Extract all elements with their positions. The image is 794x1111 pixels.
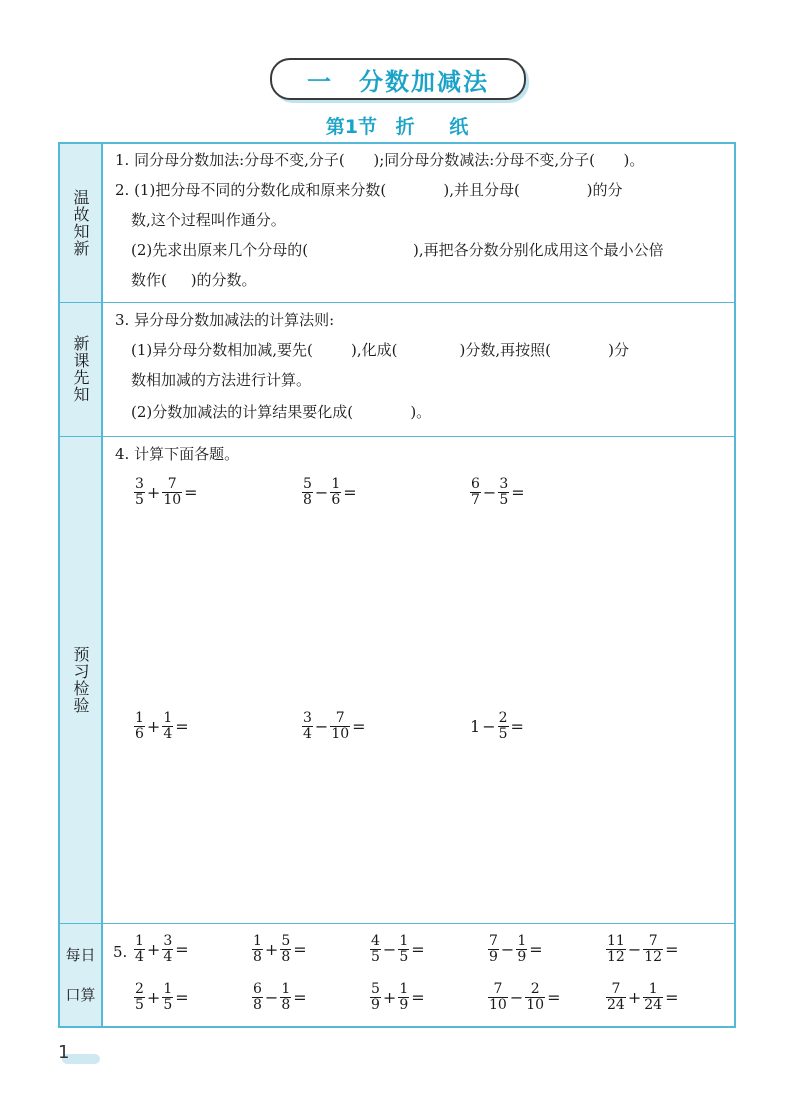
denominator: 5 <box>498 726 508 742</box>
fraction-right <box>498 711 509 742</box>
side-daily <box>60 923 103 1026</box>
numerator: 5 <box>371 981 380 997</box>
fraction-right <box>525 982 545 1013</box>
numerator: 1 <box>281 981 291 997</box>
fraction-left <box>606 982 626 1013</box>
fraction-left <box>302 477 313 508</box>
operator: + <box>146 717 161 736</box>
denominator: 5 <box>371 949 380 965</box>
side-review <box>60 144 103 302</box>
section-title-a: 折 <box>395 116 415 138</box>
operator: − <box>482 483 497 502</box>
denominator: 12 <box>644 949 663 965</box>
fraction-left <box>302 711 313 742</box>
review-line-5: 数作( )的分数。 <box>131 271 257 289</box>
section-title-b: 纸 <box>449 116 469 138</box>
page-number-text: 1 <box>58 1042 70 1063</box>
numerator: 5 <box>281 933 291 949</box>
fraction-right <box>280 982 291 1013</box>
preview-title: 4. 计算下面各题。 <box>115 445 240 463</box>
fraction-exercise <box>134 477 200 508</box>
operator: + <box>146 940 161 959</box>
fraction-right <box>398 982 409 1013</box>
denominator: 8 <box>281 949 291 965</box>
section-label: 第1节 <box>325 116 377 138</box>
denominator: 5 <box>135 997 144 1013</box>
fraction-right <box>643 934 663 965</box>
numerator: 1 <box>648 981 658 997</box>
operator: + <box>382 988 397 1007</box>
operator: − <box>500 940 515 959</box>
equals-sign: = <box>529 940 543 959</box>
fraction-left <box>370 982 381 1013</box>
numerator: 7 <box>167 476 177 492</box>
equals-sign: = <box>665 940 679 959</box>
fraction-exercise <box>606 934 680 965</box>
fraction-exercise <box>470 711 526 742</box>
fraction-left <box>134 934 145 965</box>
equals-sign: = <box>184 483 198 502</box>
fraction-left <box>134 711 145 742</box>
review-line-3: 数,这个过程叫作通分。 <box>131 211 286 229</box>
operator: − <box>382 940 397 959</box>
equals-sign: = <box>665 988 679 1007</box>
newlesson-line-2: (1)异分母分数相加减,要先( ),化成( )分数,再按照( )分 <box>131 341 630 359</box>
denominator: 8 <box>281 997 291 1013</box>
denominator: 24 <box>607 997 625 1013</box>
chapter-number: 一 <box>307 67 333 96</box>
denominator: 10 <box>526 997 545 1013</box>
operator: − <box>314 483 329 502</box>
fraction-exercise <box>302 477 359 508</box>
side-daily-label-b: 口算 <box>65 985 96 1004</box>
numerator: 7 <box>611 981 621 997</box>
fraction-right <box>162 711 173 742</box>
fraction-exercise <box>370 934 427 965</box>
numerator: 4 <box>371 933 380 949</box>
side-preview <box>60 436 103 923</box>
denominator: 4 <box>135 949 144 965</box>
equals-sign: = <box>293 988 307 1007</box>
fraction-left <box>134 477 145 508</box>
review-line-2: 2. (1)把分母不同的分数化成和原来分数( ),并且分母( )的分 <box>115 181 623 199</box>
denominator: 10 <box>163 492 182 508</box>
denominator: 8 <box>253 997 262 1013</box>
numerator: 3 <box>163 933 173 949</box>
fraction-left <box>252 934 263 965</box>
numerator: 1 <box>399 933 409 949</box>
denominator: 12 <box>607 949 625 965</box>
fraction-right <box>280 934 291 965</box>
numerator: 7 <box>493 981 503 997</box>
denominator: 5 <box>499 492 509 508</box>
denominator: 10 <box>331 726 350 742</box>
fraction-left <box>488 934 499 965</box>
fraction-exercise <box>252 982 309 1013</box>
numerator: 1 <box>399 981 409 997</box>
numerator: 6 <box>253 981 262 997</box>
equals-sign: = <box>175 940 189 959</box>
numerator: 1 <box>331 476 341 492</box>
side-newlesson <box>60 302 103 436</box>
fraction-right <box>162 477 182 508</box>
worksheet-frame <box>58 142 736 1028</box>
equals-sign: = <box>411 988 425 1007</box>
fraction-exercise <box>470 477 527 508</box>
fraction-right <box>516 934 527 965</box>
denominator: 6 <box>331 492 341 508</box>
operator: − <box>482 717 496 736</box>
numerator: 6 <box>471 476 480 492</box>
denominator: 4 <box>163 726 173 742</box>
equals-sign: = <box>411 940 425 959</box>
fraction-right <box>643 982 663 1013</box>
newlesson-line-1: 3. 异分母分数加减法的计算法则: <box>115 311 335 329</box>
divider <box>60 923 734 924</box>
fraction-exercise <box>134 982 191 1013</box>
numerator: 1 <box>517 933 527 949</box>
denominator: 9 <box>489 949 498 965</box>
denominator: 10 <box>489 997 507 1013</box>
numerator: 2 <box>135 981 144 997</box>
operator: + <box>146 483 161 502</box>
fraction-right <box>330 477 341 508</box>
fraction-left <box>606 934 626 965</box>
numerator: 1 <box>163 981 173 997</box>
fraction-exercise <box>488 934 545 965</box>
numerator: 7 <box>648 933 658 949</box>
equals-sign: = <box>352 717 366 736</box>
equals-sign: = <box>343 483 357 502</box>
fraction-exercise <box>252 934 309 965</box>
operator: − <box>509 988 524 1007</box>
divider <box>60 302 734 303</box>
fraction-right <box>162 934 173 965</box>
equals-sign: = <box>547 988 561 1007</box>
equals-sign: = <box>175 717 189 736</box>
fraction-exercise <box>134 711 191 742</box>
operator: − <box>264 988 279 1007</box>
fraction-exercise <box>370 982 427 1013</box>
denominator: 4 <box>303 726 312 742</box>
denominator: 9 <box>517 949 527 965</box>
fraction-left <box>488 982 508 1013</box>
daily-number: 5. <box>113 943 128 961</box>
denominator: 9 <box>399 997 409 1013</box>
chapter-title: 分数加减法 <box>359 67 489 96</box>
numerator: 7 <box>335 710 345 726</box>
equals-sign: = <box>510 717 524 736</box>
side-preview-label: 预习检验 <box>71 645 90 714</box>
side-daily-label-a: 每日 <box>65 945 96 964</box>
fraction-right <box>498 477 509 508</box>
denominator: 6 <box>135 726 144 742</box>
divider <box>60 436 734 437</box>
review-line-4: (2)先求出原来几个分母的( ),再把各分数分别化成用这个最小公倍 <box>131 241 664 259</box>
denominator: 5 <box>399 949 409 965</box>
numerator: 5 <box>303 476 312 492</box>
denominator: 5 <box>163 997 173 1013</box>
numerator: 1 <box>135 933 144 949</box>
denominator: 7 <box>471 492 480 508</box>
fraction-right <box>398 934 409 965</box>
review-line-1: 1. 同分母分数加法:分母不变,分子( );同分母分数减法:分母不变,分子( )。 <box>115 151 645 169</box>
numerator: 3 <box>303 710 312 726</box>
numerator: 1 <box>163 710 173 726</box>
operator: − <box>314 717 329 736</box>
numerator: 3 <box>499 476 509 492</box>
operator: − <box>627 940 642 959</box>
operator: + <box>146 988 161 1007</box>
denominator: 8 <box>303 492 312 508</box>
fraction-exercise <box>302 711 368 742</box>
fraction-left <box>470 477 481 508</box>
fraction-right <box>162 982 173 1013</box>
denominator: 5 <box>135 492 144 508</box>
newlesson-line-3: 数相加减的方法进行计算。 <box>131 371 312 389</box>
numerator: 1 <box>253 933 262 949</box>
fraction-exercise <box>606 982 680 1013</box>
side-review-label: 温故知新 <box>71 189 90 257</box>
numerator: 2 <box>498 710 508 726</box>
fraction-right <box>330 711 350 742</box>
equals-sign: = <box>293 940 307 959</box>
section-heading <box>0 112 794 139</box>
operator: + <box>627 988 642 1007</box>
fraction-left <box>134 982 145 1013</box>
fraction-left <box>252 982 263 1013</box>
numerator: 2 <box>530 981 540 997</box>
equals-sign: = <box>175 988 189 1007</box>
newlesson-line-4: (2)分数加减法的计算结果要化成( )。 <box>131 403 432 421</box>
numerator: 3 <box>135 476 144 492</box>
denominator: 8 <box>253 949 262 965</box>
denominator: 4 <box>163 949 173 965</box>
chapter-title-box <box>270 58 526 100</box>
numerator: 1 <box>135 710 144 726</box>
fraction-exercise <box>134 934 191 965</box>
operator: + <box>264 940 279 959</box>
denominator: 24 <box>644 997 663 1013</box>
fraction-exercise <box>488 982 562 1013</box>
side-newlesson-label: 新课先知 <box>71 335 90 403</box>
equals-sign: = <box>511 483 525 502</box>
whole-number: 1 <box>470 717 481 736</box>
page-number <box>58 1042 98 1063</box>
numerator: 7 <box>489 933 498 949</box>
fraction-left <box>370 934 381 965</box>
denominator: 9 <box>371 997 380 1013</box>
numerator: 11 <box>607 933 625 949</box>
